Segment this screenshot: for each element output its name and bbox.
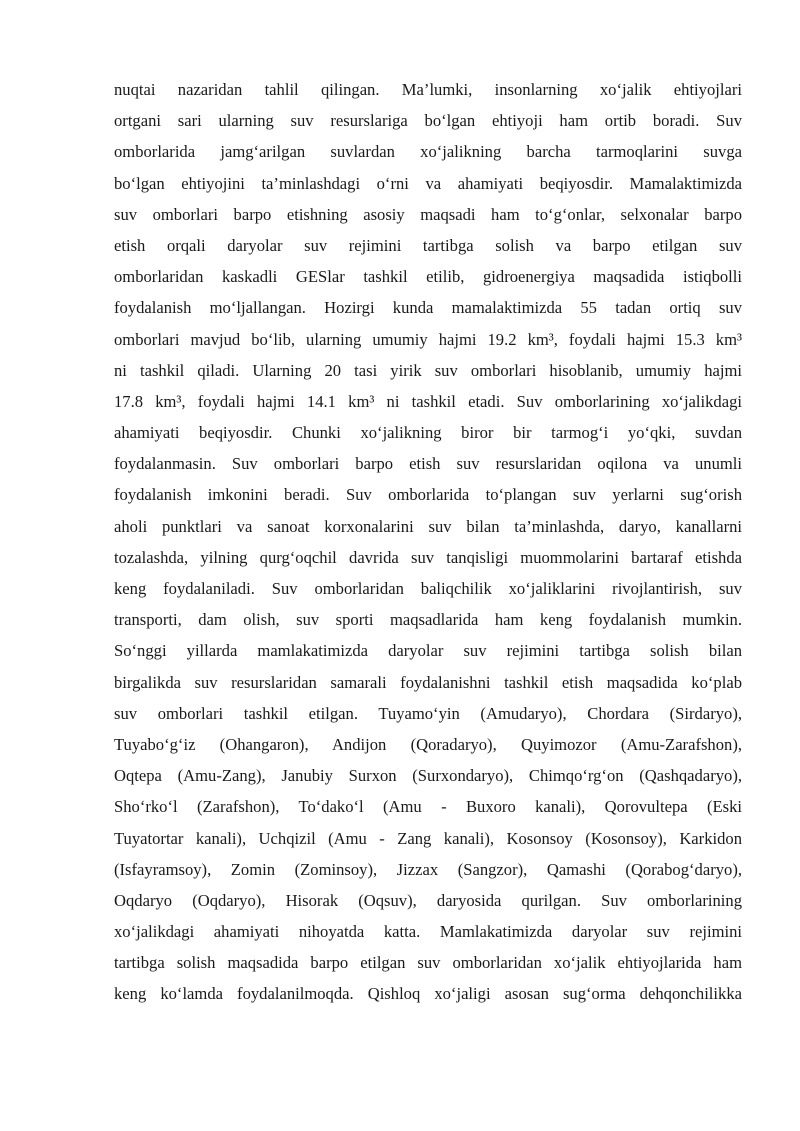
text-line: omborlarida jamg‘arilgan suvlardan xo‘jalikning barcha tarmoqlarini suvga bbox=[114, 142, 742, 162]
text-line: suv omborlari tashkil etilgan. Tuyamo‘yin (Amudaryo), Chordara (Sirdaryo), bbox=[114, 703, 742, 723]
body-text bbox=[114, 74, 742, 1010]
text-line: 17.8 km³, foydali hajmi 14.1 km³ ni tashkil etadi. Suv omborlarining xo‘jalikdagi bbox=[114, 391, 742, 411]
text-line: tartibga solish maqsadida barpo etilgan suv omborlaridan xo‘jalik ehtiyojlarida ham bbox=[114, 953, 742, 973]
text-line: etish orqali daryolar suv rejimini tartibga solish va barpo etilgan suv bbox=[114, 235, 742, 255]
text-line: transporti, dam olish, suv sporti maqsadlarida ham keng foydalanish mumkin. bbox=[114, 610, 742, 630]
text-line: foydalanish imkonini beradi. Suv omborlarida to‘plangan suv yerlarni sug‘orish bbox=[114, 485, 742, 505]
text-line: bo‘lgan ehtiyojini ta’minlashdagi o‘rni va ahamiyati beqiyosdir. Mamalaktimizda bbox=[114, 173, 742, 193]
text-line: keng ko‘lamda foydalanilmoqda. Qishloq xo‘jaligi asosan sug‘orma dehqonchilikka bbox=[114, 984, 742, 1004]
text-line: Tuyatortar kanali), Uchqizil (Amu - Zang kanali), Kosonsoy (Kosonsoy), Karkidon bbox=[114, 828, 742, 848]
text-line: foydalanish mo‘ljallangan. Hozirgi kunda mamalaktimizda 55 tadan ortiq suv bbox=[114, 298, 742, 318]
text-line: nuqtai nazaridan tahlil qilingan. Ma’lumki, insonlarning xo‘jalik ehtiyojlari bbox=[114, 80, 742, 99]
text-line: (Isfayramsoy), Zomin (Zominsoy), Jizzax (Sangzor), Qamashi (Qorabog‘daryo), bbox=[114, 859, 742, 879]
text-line: Oqtepa (Amu-Zang), Janubiy Surxon (Surxondaryo), Chimqo‘rg‘on (Qashqadaryo), bbox=[114, 766, 742, 786]
text-line: birgalikda suv resurslaridan samarali foydalanishni tashkil etish maqsadida ko‘plab bbox=[114, 672, 742, 692]
text-line: omborlaridan kaskadli GESlar tashkil etilib, gidroenergiya maqsadida istiqbolli bbox=[114, 267, 742, 287]
text-line: omborlari mavjud bo‘lib, ularning umumiy hajmi 19.2 km³, foydali hajmi 15.3 km³ bbox=[114, 329, 742, 349]
text-line: suv omborlari barpo etishning asosiy maqsadi ham to‘g‘onlar, selxonalar barpo bbox=[114, 204, 742, 224]
text-line: Sho‘rko‘l (Zarafshon), To‘dako‘l (Amu - Buxoro kanali), Qorovultepa (Eski bbox=[114, 797, 742, 817]
text-line: foydalanmasin. Suv omborlari barpo etish suv resurslaridan oqilona va unumli bbox=[114, 454, 742, 474]
text-line: ortgani sari ularning suv resurslariga bo‘lgan ehtiyoji ham ortib boradi. Suv bbox=[114, 111, 742, 131]
text-line: ni tashkil qiladi. Ularning 20 tasi yirik suv omborlari hisoblanib, umumiy hajmi bbox=[114, 360, 742, 380]
text-line: xo‘jalikdagi ahamiyati nihoyatda katta. Mamlakatimizda daryolar suv rejimini bbox=[114, 922, 742, 942]
text-line: Tuyabo‘g‘iz (Ohangaron), Andijon (Qoradaryo), Quyimozor (Amu-Zarafshon), bbox=[114, 734, 742, 754]
text-line: So‘nggi yillarda mamlakatimizda daryolar suv rejimini tartibga solish bilan bbox=[114, 641, 742, 661]
text-line: tozalashda, yilning qurg‘oqchil davrida suv tanqisligi muommolarini bartaraf etishda bbox=[114, 547, 742, 567]
text-line: ahamiyati beqiyosdir. Chunki xo‘jalikning biror bir tarmog‘i yo‘qki, suvdan bbox=[114, 423, 742, 443]
text-line: aholi punktlari va sanoat korxonalarini suv bilan ta’minlashda, daryo, kanallarni bbox=[114, 516, 742, 536]
text-line: Oqdaryo (Oqdaryo), Hisorak (Oqsuv), daryosida qurilgan. Suv omborlarining bbox=[114, 890, 742, 910]
text-line: keng foydalaniladi. Suv omborlaridan baliqchilik xo‘jaliklarini rivojlantirish, suv bbox=[114, 579, 742, 598]
